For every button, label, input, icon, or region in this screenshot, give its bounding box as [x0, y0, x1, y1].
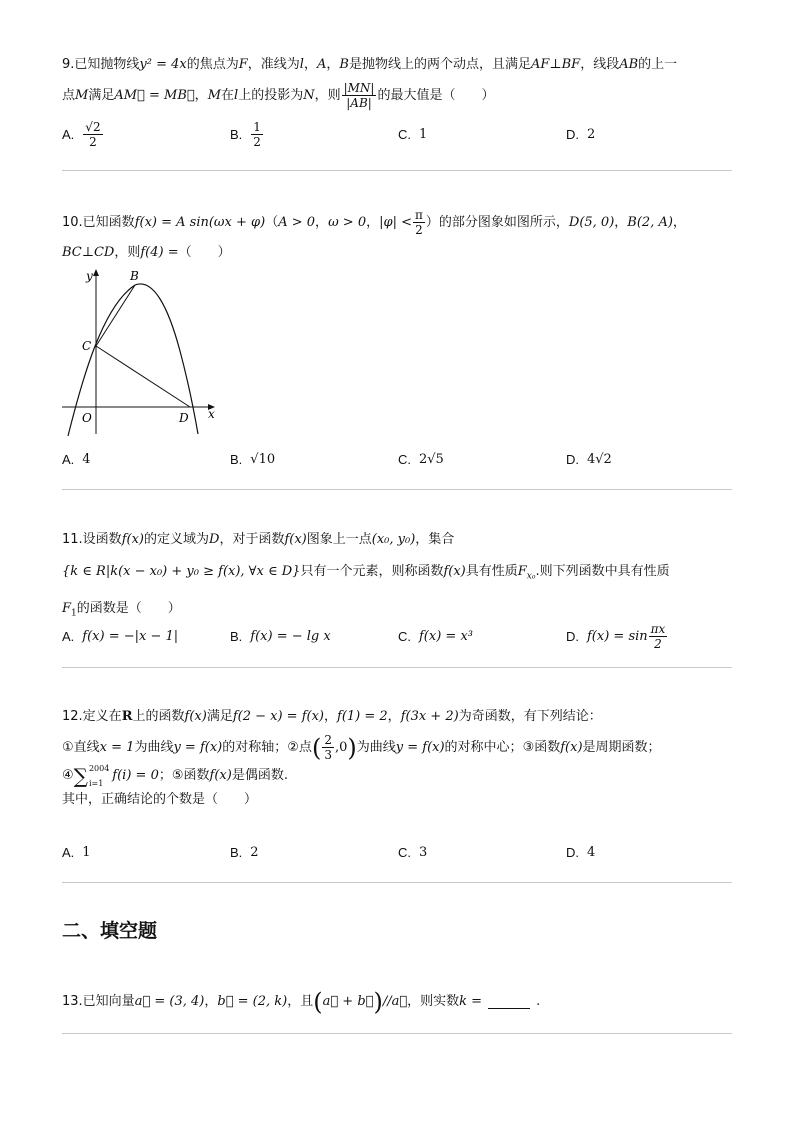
q12-line-4: 其中，正确结论的个数是（ ）: [62, 792, 258, 807]
divider: [62, 667, 732, 668]
q10-options: [62, 441, 734, 477]
q10-line-2: BC⊥CD，则f(4) =（ ）: [62, 245, 231, 260]
answer-blank[interactable]: [488, 996, 530, 1009]
y-label: y: [86, 269, 93, 283]
question-13: [62, 988, 734, 1016]
question-9: [62, 55, 734, 110]
divider: [62, 1033, 732, 1034]
q10-option-a[interactable]: A. 4: [62, 451, 91, 467]
fraction-pi-2: $\frac{\pi}{2}$: [415, 208, 423, 237]
point-d-label: D: [179, 411, 189, 425]
q11-option-b[interactable]: B. f(x) = − lg x: [230, 628, 331, 644]
q11-line-3: $F_1$的函数是（ ）: [62, 600, 181, 619]
segment-bc: [96, 285, 135, 346]
origin-label: O: [82, 411, 92, 425]
y-axis-arrow: [93, 269, 99, 276]
q11-line-2: {k ∈ R|k(x − x₀) + y₀ ≥ f(x), ∀x ∈ D}只有一个元素，则称函数f(x)具有性质$F_{x_0}$.则下列函数中具有性质: [62, 564, 670, 582]
q9-line-1: 9.已知抛物线y² = 4x的焦点为F，准线为l，A，B是抛物线上的两个动点，且满足AF⊥BF，线段AB的上一: [62, 57, 678, 72]
q12-line-2: ① 直线 x = 1 为曲线 y = f(x) 的对称轴； ② 点 ( $\frac{2}{3}$ ,0 ) 为曲线 y = f(x) 的对称中心； ③ 函数 f(x) 是周期函数；: [62, 733, 661, 762]
q10-option-c[interactable]: C. 2√5: [398, 451, 444, 467]
x-label: x: [208, 407, 215, 421]
q12-line-1: 12.定义在R上的函数f(x)满足f(2 − x) = f(x)，f(1) = 2，f(3x + 2)为奇函数，有下列结论：: [62, 709, 602, 724]
fraction-mn-ab: $\frac{|MN|}{|AB|}$: [343, 81, 375, 110]
q9-option-d[interactable]: D. 2: [566, 126, 596, 142]
divider: [62, 170, 732, 171]
q12-option-b[interactable]: B. 2: [230, 844, 259, 860]
summation: ∑ 2004 i=1: [73, 764, 110, 788]
q9-option-b[interactable]: B. $\frac{1}{2}$: [230, 119, 261, 149]
question-10: [62, 208, 734, 263]
q13-line-1: 13.已知向量 a⃗ = (3, 4) ， b⃗ = (2, k) ，且 ( a⃗ + b⃗ ) //a⃗ ，则实数 k = .: [62, 988, 541, 1016]
q11-option-c[interactable]: C. f(x) = x³: [398, 628, 473, 644]
divider: [62, 882, 732, 883]
q11-option-a[interactable]: A. f(x) = −|x − 1|: [62, 628, 179, 644]
q12-line-3: ④ ∑ 2004 i=1 f(i) = 0 ； ⑤ 函数 f(x) 是偶函数.: [62, 764, 288, 788]
q12-option-c[interactable]: C. 3: [398, 844, 428, 860]
segment-cd: [96, 346, 190, 407]
section-title: 二、填空题: [62, 920, 158, 942]
q10-option-b[interactable]: B. √10: [230, 451, 276, 467]
q11-line-1: 11.设函数f(x)的定义域为D，对于函数f(x)图象上一点(x₀, y₀)，集合: [62, 532, 455, 547]
q11-options: [62, 618, 734, 654]
q9-option-a[interactable]: A. $\frac{√2}{2}$: [62, 119, 101, 149]
q12-option-a[interactable]: A. 1: [62, 844, 91, 860]
q10-option-d[interactable]: D. 4√2: [566, 451, 612, 467]
q9-option-c[interactable]: C. 1: [398, 126, 428, 142]
q12-option-d[interactable]: D. 4: [566, 844, 596, 860]
divider: [62, 489, 732, 490]
point-b-label: B: [130, 269, 139, 283]
q12-options: [62, 834, 734, 870]
q10-line-1: 10.已知函数f(x) = A sin(ωx + φ)（A > 0，ω > 0，|φ| < $\frac{\pi}{2}$ ）的部分图象如图所示，D(5, 0)，B(2, A)，: [62, 208, 686, 237]
question-12: [62, 707, 734, 810]
q11-option-d[interactable]: D. f(x) = sin $\frac{\pi x}{2}$: [566, 621, 666, 651]
q9-line-2: 点M满足AM⃗ = MB⃗，M在l上的投影为N，则 $\frac{|MN|}{|AB|}$ 的最大值是（ ）: [62, 81, 495, 110]
q10-function-graph: [58, 266, 223, 440]
point-c-label: C: [82, 339, 92, 353]
question-11: [62, 530, 734, 623]
q9-options: [62, 116, 734, 152]
